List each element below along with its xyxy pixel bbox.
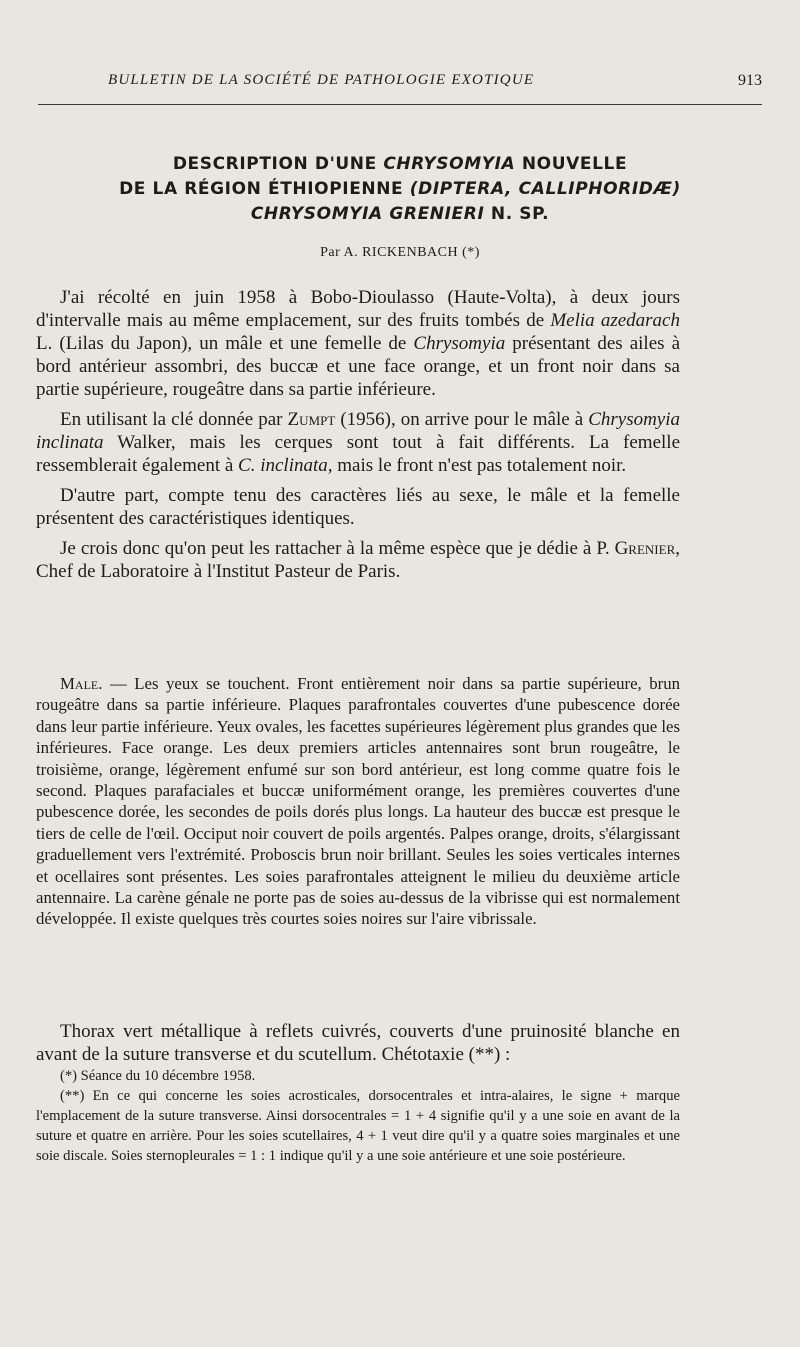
text-run: Je crois donc qu'on peut les rattacher à la même espèce que je dédie à P.: [60, 538, 615, 559]
footnote: (**) En ce qui concerne les soies acrosticales, dorsocentrales et intra-alaires, le signe + marque l'emplacement de la suture transverse. Ainsi dorsocentrales = 1 + 4 signifie qu'il y a une soie en avant de la suture et quatre en arrière. Pour les soies scutellaires, 4 + 1 veut dire qu'il y a quatre soies marginales et une soie discale. Soies sternopleurales = 1 : 1 indique qu'il y a une soie antérieure et une soie postérieure.: [36, 1088, 680, 1164]
species-name: C. inclinata,: [238, 455, 333, 476]
paragraph: [36, 286, 680, 401]
introduction: [36, 286, 680, 590]
section-label: Male.: [60, 674, 103, 693]
page-number: 913: [738, 72, 762, 89]
title-text: NOUVELLE: [515, 154, 628, 174]
title-text: DESCRIPTION D'UNE: [172, 154, 384, 174]
text-run: — Les yeux se touchent. Front entièrement noir dans sa partie supérieure, brun rougeâtre dans sa partie inférieure. Plaques parafrontales couvertes d'une pubescence dorée dans leur partie inférieure. Yeux ovales, les facettes supérieures légèrement plus grandes que les inférieures. Face orange. Les deux premiers articles antennaires sont brun rougeâtre, le troisième, orange, légèrement enfumé sur son bord antérieur, est long comme quatre fois le second. Plaques parafaciales et buccæ uniformément orange, les premières couvertes d'une pubescence dorée, les secondes de poils dorés plus longs. La hauteur des buccæ est presque le tiers de celle de l'œil. Occiput noir couvert de poils argentés. Palpes orange, droits, s'élargissant graduellement vers l'extrémité. Proboscis brun noir brillant. Seules les soies verticales internes et ocellaires sont présentes. Les soies parafrontales atteignent le milieu du deuxième article antennaire. La carène génale ne porte pas de soies au-dessus de la vibrisse qui est normalement développée. Il existe quelques très courtes soies noires sur l'aire vibrissale.: [36, 674, 680, 929]
text-run: Walker, mais les cerques sont tout à fait différents. La femelle ressemblerait également à: [36, 432, 680, 476]
text-run: , Chef de Laboratoire à l'Institut Pasteur de Paris.: [36, 538, 680, 582]
species-name: Melia azedarach: [550, 310, 680, 331]
paragraph: [36, 537, 680, 583]
paragraph: [36, 408, 680, 477]
title-line-2: [50, 177, 750, 202]
title-taxon: (DIPTERA, CALLIPHORIDÆ): [409, 179, 681, 199]
text-run: mais le front n'est pas totalement noir.: [332, 455, 627, 476]
author-name: Zumpt: [287, 409, 336, 430]
species-name: Chrysomyia inclinata: [36, 409, 681, 453]
running-title: BULLETIN DE LA SOCIÉTÉ DE PATHOLOGIE EXOTIQUE: [108, 72, 535, 88]
text-run: En utilisant la clé donnée par: [60, 409, 288, 430]
text-run: L. (Lilas du Japon), un mâle et une femelle de: [36, 333, 414, 354]
male-description: [36, 673, 680, 930]
article-title: [50, 152, 750, 227]
paragraph: [36, 673, 680, 930]
footnotes: [36, 1066, 680, 1166]
text-run: J'ai récolté en juin 1958 à Bobo-Dioulasso (Haute-Volta), à deux jours d'intervalle mais au même emplacement, sur des fruits tombés de: [36, 287, 680, 331]
author-byline: Par A. RICKENBACH (*): [320, 245, 480, 260]
title-genus: CHRYSOMYIA: [383, 154, 516, 174]
text-run: (1956), on arrive pour le mâle à: [335, 409, 589, 430]
paragraph: D'autre part, compte tenu des caractères liés au sexe, le mâle et la femelle présentent des caractéristiques identiques.: [36, 485, 680, 529]
footnote: (*) Séance du 10 décembre 1958.: [60, 1068, 256, 1084]
title-line-1: [50, 152, 750, 177]
title-line-3: [50, 202, 750, 227]
person-name: Grenier: [614, 538, 676, 559]
thorax-description: [36, 1020, 680, 1066]
text-run: présentant des ailes à bord antérieur assombri, des buccæ et une face orange, et un front noir dans sa partie supérieure, rougeâtre dans sa partie inférieure.: [36, 333, 681, 400]
title-text: DE LA RÉGION ÉTHIOPIENNE: [119, 179, 410, 199]
running-header: [38, 70, 762, 105]
title-text: N. SP.: [484, 204, 550, 224]
title-species: CHRYSOMYIA GRENIERI: [250, 204, 485, 224]
paragraph: Thorax vert métallique à reflets cuivrés, couverts d'une pruinosité blanche en avant de la suture transverse et du scutellum. Chétotaxie (**) :: [36, 1021, 680, 1065]
genus-name: Chrysomyia: [413, 333, 506, 354]
